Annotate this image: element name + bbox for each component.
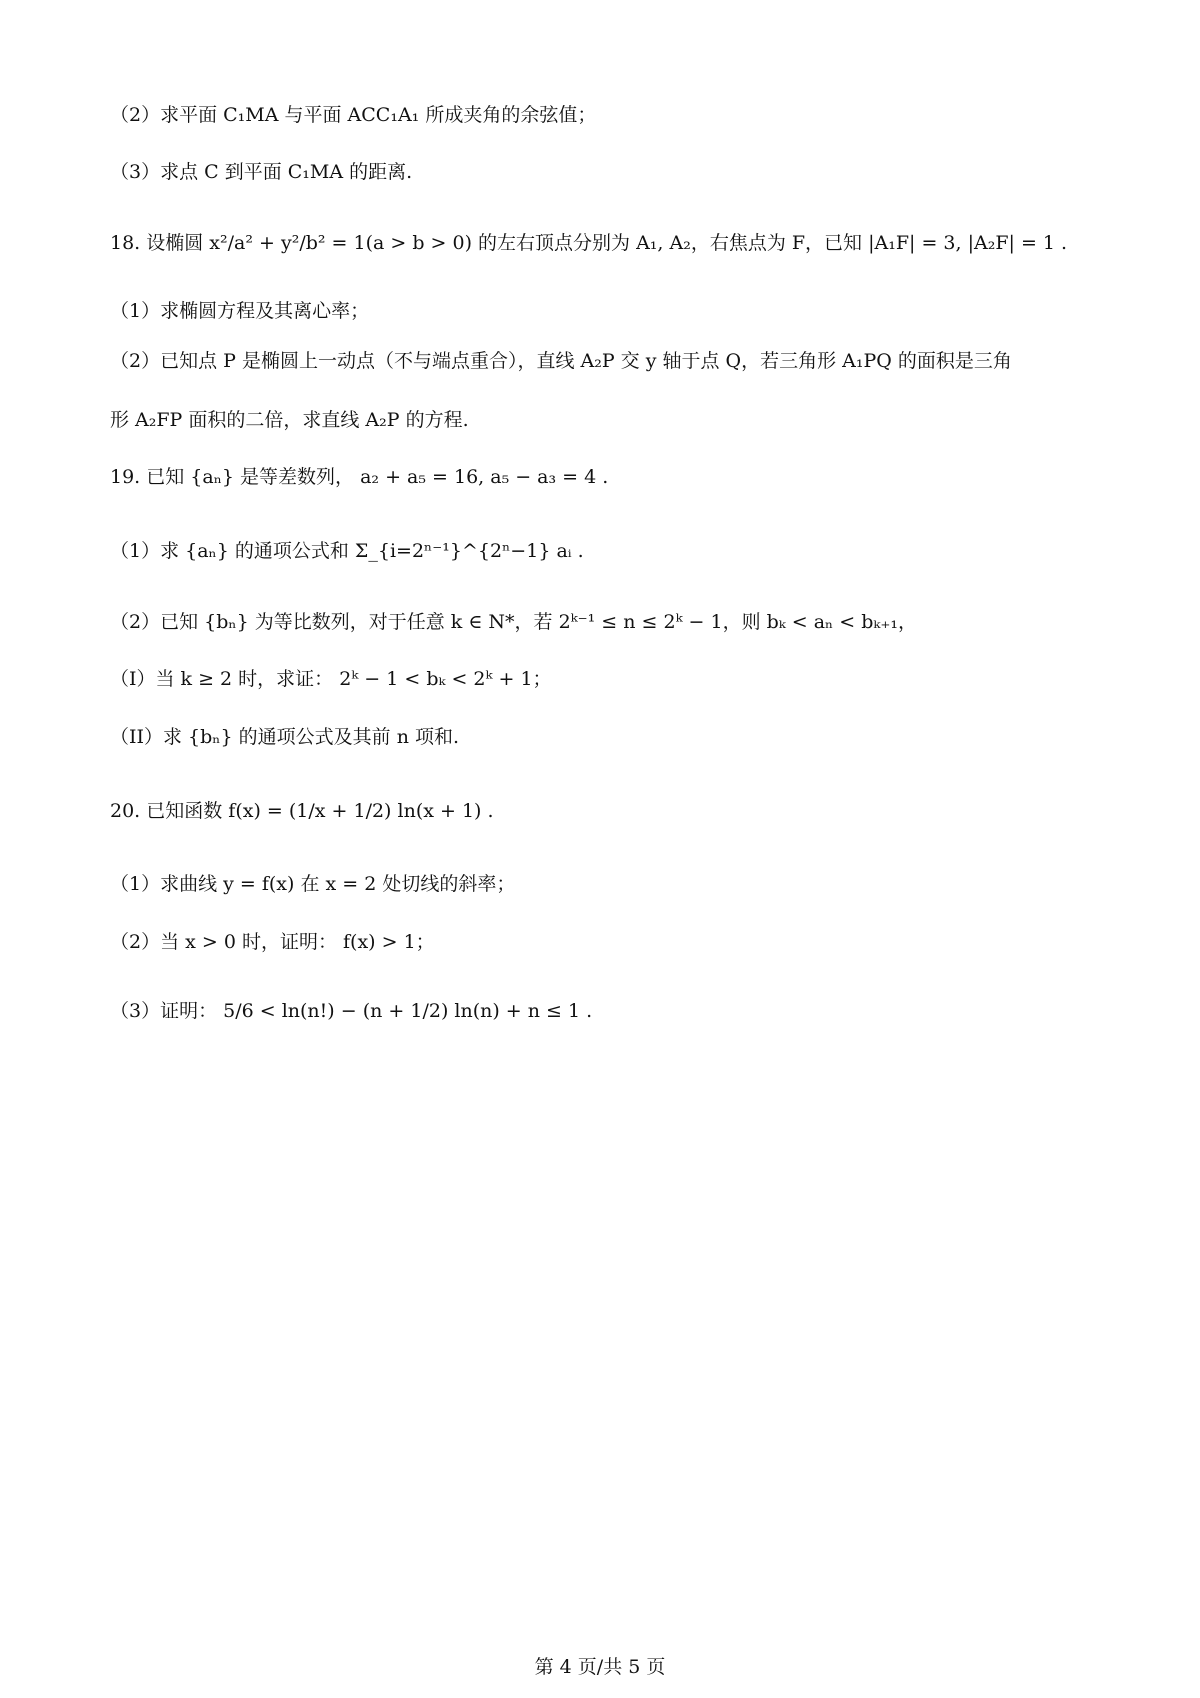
q19-part2-ii: （II）求 {bₙ} 的通项公式及其前 n 项和. [110,726,460,748]
q19-part2-i: （I）当 k ≥ 2 时，求证： 2ᵏ − 1 < bₖ < 2ᵏ + 1； [110,668,552,690]
q19-stem: 19. 已知 {aₙ} 是等差数列， a₂ + a₅ = 16, a₅ − a₃ = 4 . [110,466,609,488]
q19-part2: （2）已知 {bₙ} 为等比数列，对于任意 k ∈ N*，若 2ᵏ⁻¹ ≤ n ≤ 2ᵏ − 1，则 bₖ < aₙ < bₖ₊₁， [110,611,918,633]
q20-stem: 20. 已知函数 f(x) = (1/x + 1/2) ln(x + 1) . [110,800,494,822]
q20-part2: （2）当 x > 0 时，证明： f(x) > 1； [110,931,435,953]
q17-part2: （2）求平面 C₁MA 与平面 ACC₁A₁ 所成夹角的余弦值； [110,104,597,126]
q20-part3: （3）证明： 5/6 < ln(n!) − (n + 1/2) ln(n) + n ≤ 1 . [110,1000,593,1022]
q18-stem: 18. 设椭圆 x²/a² + y²/b² = 1(a > b > 0) 的左右顶点分别为 A₁, A₂，右焦点为 F，已知 |A₁F| = 3, |A₂F| = 1 . [110,232,1068,254]
q19-part1: （1）求 {aₙ} 的通项公式和 Σ_{i=2ⁿ⁻¹}^{2ⁿ−1} aᵢ . [110,540,584,562]
q18-part2: （2）已知点 P 是椭圆上一动点（不与端点重合），直线 A₂P 交 y 轴于点 Q，若三角形 A₁PQ 的面积是三角 [110,350,1012,372]
q18-part1: （1）求椭圆方程及其离心率； [110,300,370,322]
q18-part2-cont: 形 A₂FP 面积的二倍，求直线 A₂P 的方程. [110,409,469,431]
q17-part3: （3）求点 C 到平面 C₁MA 的距离. [110,161,413,183]
q20-part1: （1）求曲线 y = f(x) 在 x = 2 处切线的斜率； [110,873,516,895]
page-footer: 第 4 页/共 5 页 [534,1656,666,1678]
